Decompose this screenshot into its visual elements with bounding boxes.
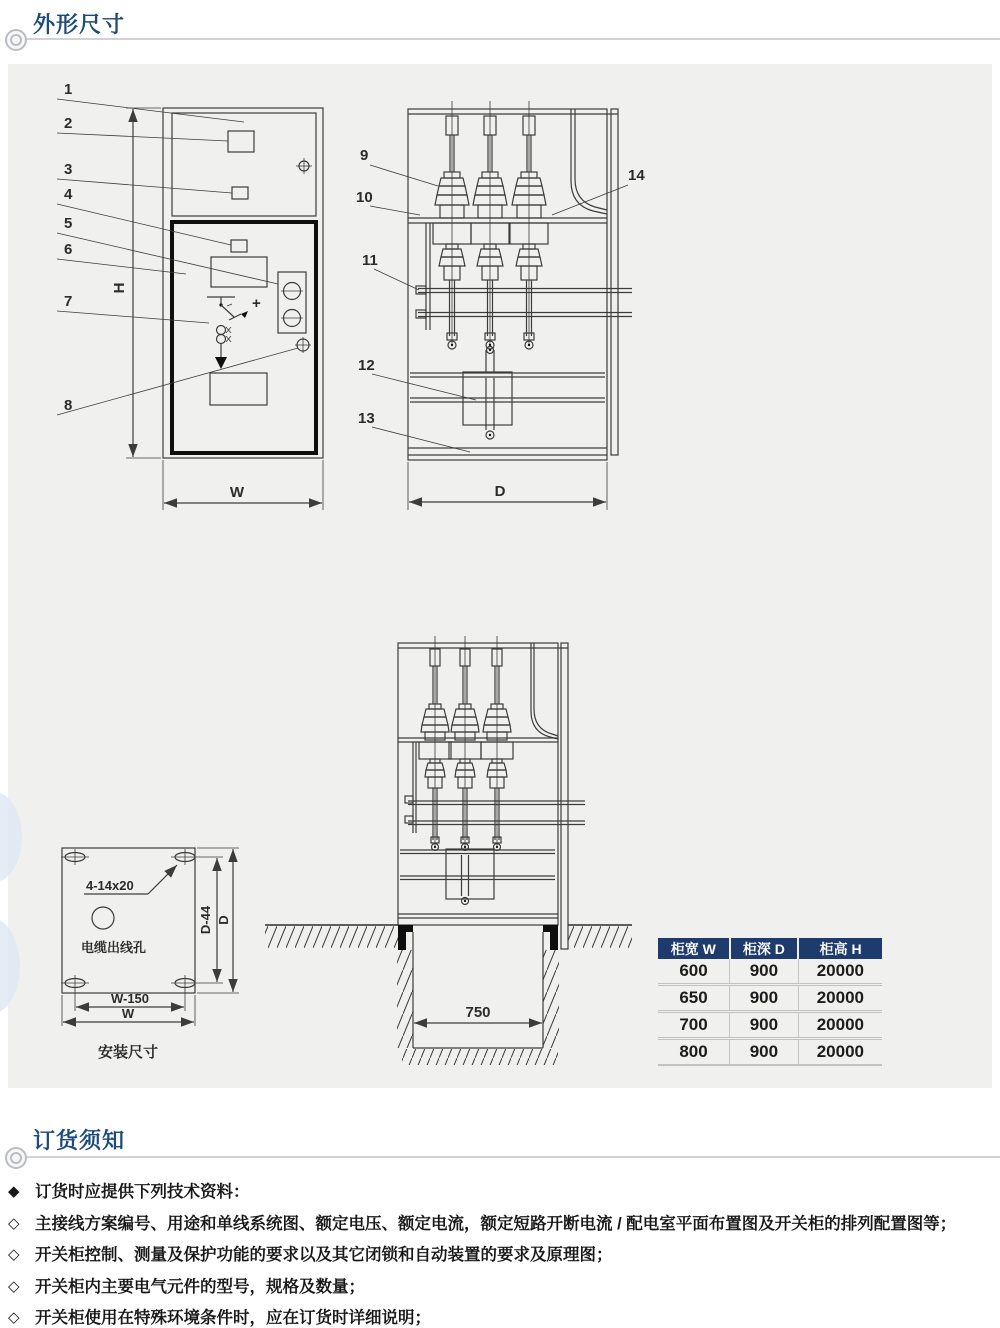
list-item xyxy=(8,1214,994,1234)
lower-compartment-parts xyxy=(210,240,311,405)
note-text: 主接线方案编号、用途和单线系统图、额定电压、额定电流，额定短路开断电流 / 配电室平面布置图及开关柜的排列配置图等； xyxy=(35,1214,957,1233)
diamond-bullet-icon: ◇ xyxy=(8,1214,20,1232)
col-header-depth: 柜深 D xyxy=(730,938,799,959)
list-item xyxy=(8,1277,994,1297)
col-header-height: 柜高 H xyxy=(798,938,882,959)
dim-label-d: D xyxy=(216,915,231,925)
table-row xyxy=(658,1039,882,1066)
table-cell: 900 xyxy=(730,985,799,1012)
callout-4: 4 xyxy=(64,186,73,203)
fixing-slots xyxy=(61,849,199,991)
table-row xyxy=(658,1012,882,1039)
table-cell: 600 xyxy=(658,959,730,985)
callout-9: 9 xyxy=(360,147,369,164)
dim-label-h: H xyxy=(111,282,128,294)
mounting-caption: 安装尺寸 xyxy=(97,1044,159,1061)
switch-schematic xyxy=(207,295,261,369)
note-text: 开关柜内主要电气元件的型号，规格及数量； xyxy=(35,1277,365,1296)
section-title-outline-dimensions: 外形尺寸 xyxy=(33,12,126,37)
side-callouts xyxy=(356,147,645,452)
cabinet-outline xyxy=(408,109,618,460)
table-row xyxy=(658,985,882,1012)
callout-7: 7 xyxy=(64,293,73,310)
callout-2: 2 xyxy=(64,115,73,132)
dim-label-d: D xyxy=(494,483,506,500)
table-cell: 20000 xyxy=(798,959,882,985)
table-cell: 20000 xyxy=(798,985,882,1012)
h-dimension xyxy=(111,108,161,458)
front-view-drawing xyxy=(40,78,340,518)
pit-dimension xyxy=(414,1004,542,1023)
holes-callout xyxy=(84,865,177,894)
w-dimension xyxy=(163,460,323,510)
callout-1: 1 xyxy=(64,81,73,98)
mechanism xyxy=(408,347,607,456)
cable-outlet xyxy=(81,907,146,955)
diamond-bullet-icon: ◇ xyxy=(8,1246,20,1263)
note-text: 开关柜控制、测量及保护功能的要求以及其它闭锁和自动装置的要求及原理图； xyxy=(35,1246,613,1264)
section-title-ordering-notes: 订货须知 xyxy=(33,1128,126,1153)
table-cell: 900 xyxy=(730,959,799,985)
diamond-bullet-icon: ◇ xyxy=(8,1277,20,1295)
callout-13: 13 xyxy=(358,410,375,427)
diamond-bullet-icon: ◇ xyxy=(8,1309,20,1326)
table-cell: 20000 xyxy=(798,1012,882,1039)
cabinet-outline xyxy=(398,643,568,949)
dim-label-w150: W-150 xyxy=(110,991,150,1006)
table-cell: 700 xyxy=(658,1012,730,1039)
ground-and-pit xyxy=(265,925,632,1065)
ring-icon xyxy=(5,29,27,51)
dim-label-d44: D-44 xyxy=(198,905,213,935)
note-text: 开关柜使用在特殊环境条件时，应在订货时详细说明； xyxy=(35,1309,431,1327)
ordering-notes-list xyxy=(8,1182,994,1328)
dim-label-750: 750 xyxy=(465,1004,491,1021)
bushing-plate xyxy=(408,218,607,223)
table-header-row xyxy=(658,938,882,959)
front-callouts xyxy=(57,81,298,415)
col-header-width: 柜宽 W xyxy=(658,938,730,959)
dim-label-w: W xyxy=(121,1006,135,1021)
callout-6: 6 xyxy=(64,241,73,258)
callout-10: 10 xyxy=(356,189,373,206)
bushing-phase-a xyxy=(419,636,451,851)
d-dimension xyxy=(408,462,607,510)
table-cell: 20000 xyxy=(798,1039,882,1066)
bushing-phase-b xyxy=(449,636,481,851)
callout-12: 12 xyxy=(358,357,375,374)
plus-symbol: + xyxy=(252,295,261,312)
side-view-drawing xyxy=(340,78,670,518)
bushing-phase-c xyxy=(481,636,513,851)
bushing-phase-b xyxy=(471,101,509,349)
section-divider xyxy=(14,1156,1000,1158)
interior-frame xyxy=(416,223,632,330)
table-row xyxy=(658,959,882,985)
mechanism xyxy=(398,849,558,918)
upper-compartment-parts xyxy=(228,131,312,199)
list-item xyxy=(8,1308,994,1328)
table-cell: 800 xyxy=(658,1039,730,1066)
note-text: 订货时应提供下列技术资料： xyxy=(35,1183,250,1201)
ring-icon xyxy=(5,1147,27,1169)
dim-label-w: W xyxy=(229,484,245,501)
diamond-bullet-icon: ◆ xyxy=(8,1183,20,1200)
callout-11: 11 xyxy=(362,252,378,269)
mounting-plan-drawing xyxy=(40,828,270,1068)
holes-label: 4-14x20 xyxy=(86,878,134,893)
table-cell: 900 xyxy=(730,1012,799,1039)
callout-14: 14 xyxy=(628,167,645,184)
bushing-phase-a xyxy=(433,101,471,349)
base-plate xyxy=(62,848,195,993)
list-item xyxy=(8,1182,994,1202)
size-table xyxy=(658,938,882,1066)
section-divider xyxy=(14,38,1000,40)
cable-outlet-label: 电缆出线孔 xyxy=(81,940,147,955)
bushing-phase-c xyxy=(510,101,548,349)
callout-3: 3 xyxy=(64,161,73,178)
callout-8: 8 xyxy=(64,397,73,414)
callout-5: 5 xyxy=(64,215,73,232)
table-cell: 650 xyxy=(658,985,730,1012)
table-cell: 900 xyxy=(730,1039,799,1066)
list-item xyxy=(8,1245,994,1265)
trench-view-drawing xyxy=(250,618,670,1078)
